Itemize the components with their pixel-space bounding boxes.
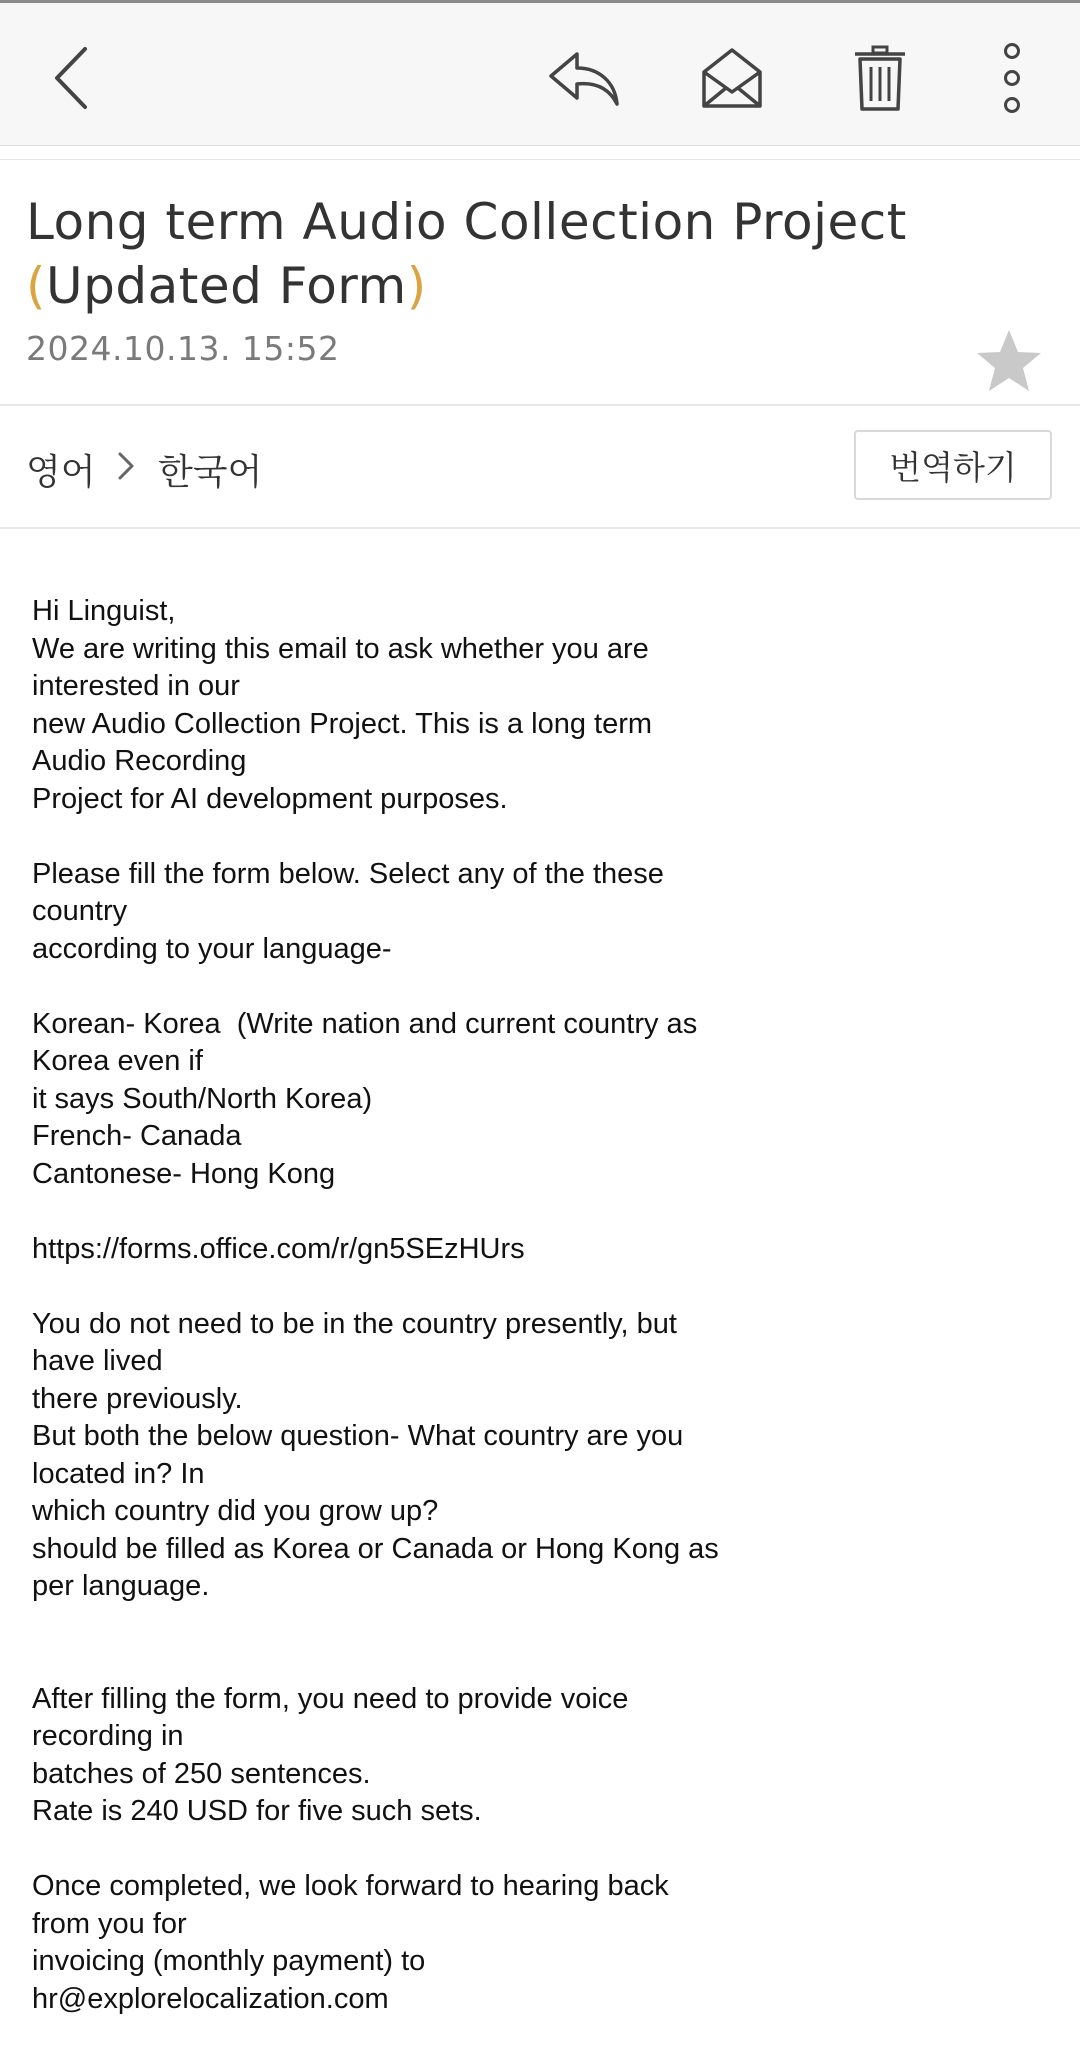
delete-button[interactable] [840, 33, 920, 123]
back-button[interactable] [30, 33, 110, 123]
body-line: Please fill the form below. Select any of the these [32, 857, 664, 890]
body-line: But both the below question- What country are you [32, 1420, 684, 1452]
body-line: Rate is 240 USD for five such sets. [32, 1795, 482, 1827]
subject-paren-close: ) [406, 257, 427, 315]
body-line: which country did you grow up? [32, 1495, 439, 1527]
body-line: located in? In [32, 1457, 205, 1490]
source-language[interactable]: 영어 [26, 452, 96, 493]
body-line: Once completed, we look forward to hearing back [32, 1870, 669, 1902]
chevron-right-icon [114, 448, 138, 488]
body-line [32, 1831, 1032, 1869]
body-line [32, 968, 1032, 1006]
email-subject [26, 190, 1026, 318]
email-address-link[interactable]: hr@explorelocalization.com [32, 1982, 389, 2015]
divider [0, 527, 1080, 529]
body-line: should be filled as Korea or Canada or Hong Kong as [32, 1532, 719, 1565]
envelope-open-icon [700, 46, 764, 110]
body-line: there previously. [32, 1382, 243, 1415]
star-icon [974, 326, 1044, 396]
body-line: have lived [32, 1345, 163, 1377]
target-language[interactable]: 한국어 [158, 452, 263, 493]
body-line: country [32, 895, 128, 927]
subject-main-text: Long term Audio Collection Project [26, 193, 907, 251]
trash-icon [853, 45, 907, 111]
more-options-button[interactable] [972, 33, 1052, 123]
body-line: it says South/North Korea) [32, 1082, 373, 1115]
body-line: from you for [32, 1907, 187, 1940]
reply-icon [547, 48, 623, 108]
body-line: Korea even if [32, 1045, 203, 1077]
body-line: according to your language- [32, 932, 392, 965]
mark-unread-button[interactable] [692, 33, 772, 123]
body-line: We are writing this email to ask whether you are [32, 632, 649, 665]
body-line: invoicing (monthly payment) to [32, 1945, 426, 1977]
body-line: Project for AI development purposes. [32, 782, 508, 815]
email-body [32, 593, 1032, 2018]
body-line: new Audio Collection Project. This is a long term [32, 707, 653, 740]
translate-button[interactable]: 번역하기 [854, 430, 1052, 500]
subject-paren-text: Updated Form [46, 257, 407, 315]
body-line [32, 1606, 1032, 1644]
body-line: After filling the form, you need to provide voice [32, 1682, 629, 1715]
body-line: recording in [32, 1720, 184, 1752]
body-line [32, 818, 1032, 856]
more-vertical-icon [997, 43, 1027, 113]
divider [0, 159, 1080, 160]
form-link[interactable]: https://forms.office.com/r/gn5SEzHUrs [32, 1232, 525, 1265]
body-line [32, 1193, 1032, 1231]
body-line: Hi Linguist, [32, 595, 176, 627]
subject-paren-open: ( [26, 257, 47, 315]
chevron-left-icon [45, 43, 95, 113]
body-line: Audio Recording [32, 745, 247, 777]
top-toolbar [0, 3, 1080, 146]
body-line [32, 1643, 1032, 1681]
body-line: Cantonese- Hong Kong [32, 1157, 336, 1190]
reply-button[interactable] [545, 33, 625, 123]
body-line: Korean- Korea (Write nation and current country as [32, 1007, 698, 1040]
body-line: batches of 250 sentences. [32, 1757, 371, 1790]
body-line: French- Canada [32, 1120, 242, 1152]
star-button[interactable] [974, 326, 1044, 396]
body-line: interested in our [32, 670, 240, 702]
body-line: You do not need to be in the country presently, but [32, 1307, 677, 1340]
email-date: 2024.10.13. 15:52 [26, 329, 340, 368]
translate-bar [0, 406, 1080, 526]
body-line [32, 1268, 1032, 1306]
body-line: per language. [32, 1570, 210, 1602]
